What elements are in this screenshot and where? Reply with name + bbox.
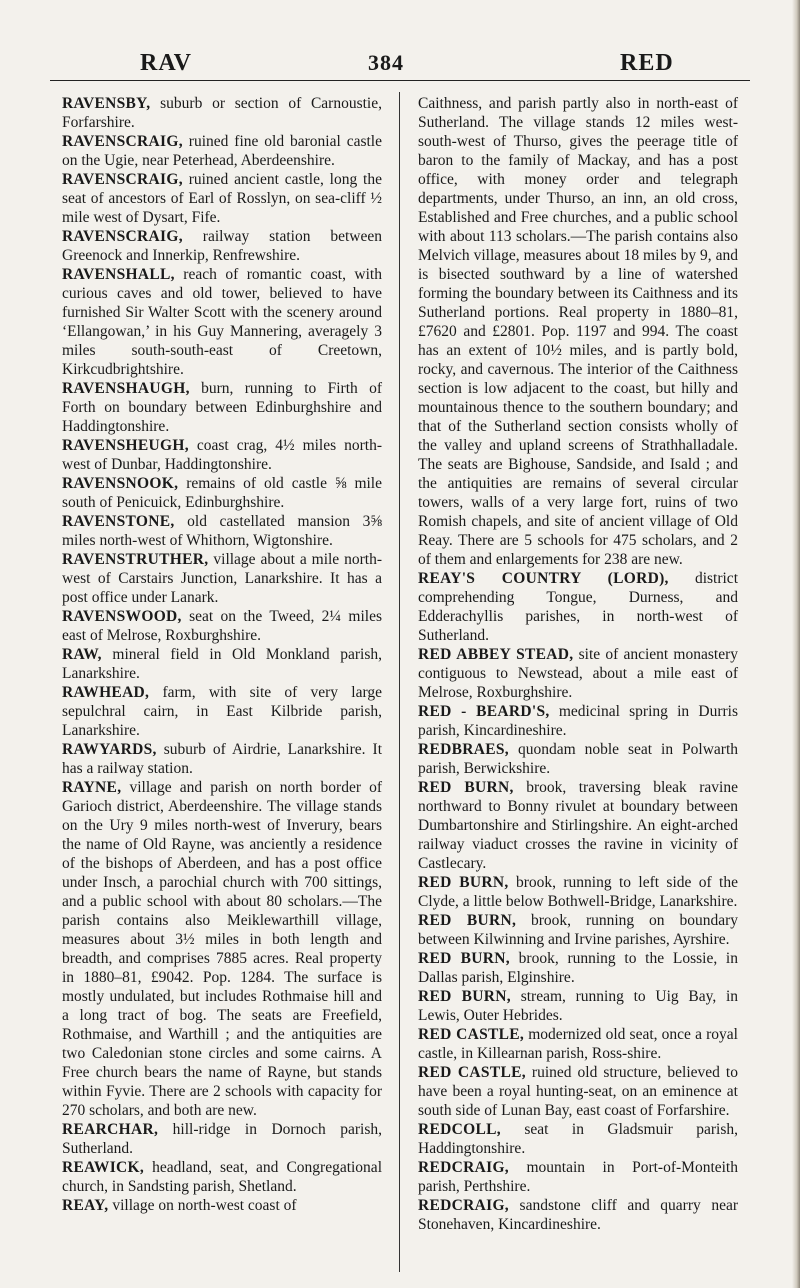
entry-headword: REAY, xyxy=(62,1197,109,1214)
gazetteer-entry xyxy=(418,949,738,987)
entry-headword: RAWYARDS, xyxy=(62,741,157,758)
entry-description: brook, running to the Lossie, in Dallas parish, Elginshire. xyxy=(418,950,738,986)
entry-headword: RED BURN, xyxy=(418,988,511,1005)
gazetteer-entry xyxy=(418,778,738,873)
entry-headword: REDCOLL, xyxy=(418,1121,501,1138)
entry-headword: RAVENSCRAIG, xyxy=(62,171,183,188)
gazetteer-entry xyxy=(418,1158,738,1196)
entry-description: burn, running to Firth of Forth on boundary between Edinburghshire and Haddingtonshire. xyxy=(62,380,382,435)
entry-headword: RAVENSBY, xyxy=(62,95,151,112)
entry-description: medicinal spring in Durris parish, Kincardineshire. xyxy=(418,703,738,739)
gazetteer-entry xyxy=(62,474,382,512)
entry-description: sandstone cliff and quarry near Stonehaven, Kincardineshire. xyxy=(418,1197,738,1233)
entry-description: brook, running to left side of the Clyde, a little below Bothwell-Bridge, Lanarkshire. xyxy=(418,874,738,910)
gazetteer-entry xyxy=(418,1120,738,1158)
gazetteer-entry xyxy=(418,911,738,949)
entry-headword: REARCHAR, xyxy=(62,1121,159,1138)
entry-headword: RED CASTLE, xyxy=(418,1026,525,1043)
entry-description: ruined fine old baronial castle on the Ugie, near Peterhead, Aberdeenshire. xyxy=(62,133,382,169)
gazetteer-entry xyxy=(418,645,738,702)
entry-description: seat in Gladsmuir parish, Haddingtonshire. xyxy=(418,1121,738,1157)
entry-headword: RED - BEARD'S, xyxy=(418,703,550,720)
gazetteer-entry xyxy=(62,683,382,740)
page-number: 384 xyxy=(368,50,404,75)
gazetteer-entry xyxy=(62,550,382,607)
gazetteer-entry xyxy=(418,1196,738,1234)
gazetteer-entry xyxy=(418,873,738,911)
gazetteer-entry xyxy=(62,132,382,170)
header-left-word: RAV xyxy=(140,50,192,76)
entry-description: ruined old structure, believed to have been a royal hunting-seat, on an eminence at south side of Lunan Bay, east coast of Forfarshire. xyxy=(418,1064,738,1119)
entry-headword: RAVENSHAUGH, xyxy=(62,380,190,397)
entry-headword: RED BURN, xyxy=(418,950,510,967)
header-right-word: RED xyxy=(620,50,674,76)
entry-headword: RED BURN, xyxy=(418,779,514,796)
entry-description: remains of old castle ⅝ mile south of Penicuick, Edinburghshire. xyxy=(62,475,382,511)
entry-description: coast crag, 4½ miles north-west of Dunbar, Haddingtonshire. xyxy=(62,437,382,473)
gazetteer-entry xyxy=(418,740,738,778)
entry-headword: REDBRAES, xyxy=(418,741,509,758)
gazetteer-entry xyxy=(62,778,382,1120)
entry-description: suburb of Airdrie, Lanarkshire. It has a railway station. xyxy=(62,741,382,777)
entry-description: ruined ancient castle, long the seat of ancestors of Earl of Rosslyn, on sea-cliff ½ mile west of Dysart, Fife. xyxy=(62,171,382,226)
entry-headword: RAVENSCRAIG, xyxy=(62,133,183,150)
gazetteer-entry xyxy=(62,1196,382,1215)
entry-description: reach of romantic coast, with curious caves and old tower, believed to have furnished Sir Walter Scott with the scenery around ‘Ellangowan,’ in his Guy Mannering, averagely 3 miles south-south-east of Creetown, Kirkcudbrightshire. xyxy=(62,266,382,378)
gazetteer-entry xyxy=(62,379,382,436)
entry-headword: RAYNE, xyxy=(62,779,122,796)
entry-headword: RED BURN, xyxy=(418,874,509,891)
entry-headword: RED ABBEY STEAD, xyxy=(418,646,574,663)
entry-headword: RAVENSNOOK, xyxy=(62,475,179,492)
gazetteer-entry xyxy=(62,265,382,379)
entry-description: quondam noble seat in Polwarth parish, Berwickshire. xyxy=(418,741,738,777)
gazetteer-entry xyxy=(62,607,382,645)
entry-description: village on north-west coast of xyxy=(108,1197,297,1214)
entry-description: seat on the Tweed, 2¼ miles east of Melrose, Roxburghshire. xyxy=(62,608,382,644)
gazetteer-entry xyxy=(62,227,382,265)
entry-headword: RED CASTLE, xyxy=(418,1064,526,1081)
entry-headword: REDCRAIG, xyxy=(418,1197,509,1214)
gazetteer-entry xyxy=(418,1063,738,1120)
running-header xyxy=(60,50,740,80)
gazetteer-entry xyxy=(418,569,738,645)
entry-description: district comprehending Tongue, Durness, and Edderachyllis parishes, in north-west of Sutherland. xyxy=(418,570,738,644)
gazetteer-entry xyxy=(62,512,382,550)
gazetteer-entry xyxy=(62,170,382,227)
entry-description: Caithness, and parish partly also in north-east of Sutherland. The village stands 12 miles west-south-west of Thurso, gives the peerage title of baron to the family of Mackay, and has a post office, with money order and telegraph departments, under Thurso, an inn, an old cross, Established and Free churches, and a public school with about 113 scholars.—The parish contains also Melvich village, measures about 18 miles by 9, and is bisected southward by a line of watershed forming the boundary between its Caithness and its Sutherland portions. Real property in 1880–81, £7620 and £2801. Pop. 1197 and 994. The coast has an extent of 10½ miles, and is partly bold, rocky, and cavernous. The interior of the Caithness section is low adjacent to the coast, but hilly and mountainous thence to the southern boundary; and that of the Sutherland section consists wholly of the valley and upland screens of Strathhalladale. The seats are Bighouse, Sandside, and Isald ; and the antiquities are remains of several circular towers, walls of a very large fort, ruins of two Romish chapels, and site of ancient village of Old Reay. There are 5 schools for 475 scholars, and 2 of them and enlargements for 238 are new. xyxy=(418,95,738,568)
entry-description: headland, seat, and Congregational church, in Sandsting parish, Shetland. xyxy=(62,1159,382,1195)
entry-headword: REAY'S COUNTRY (LORD), xyxy=(418,570,669,587)
right-column xyxy=(418,94,738,1234)
page-edge-shadow xyxy=(792,0,800,1288)
gazetteer-entry xyxy=(418,987,738,1025)
entry-description: brook, traversing bleak ravine northward to Bonny rivulet at boundary between Dumbartonshire and Stirlingshire. An eight-arched railway viaduct crosses the ravine in vicinity of Castlecary. xyxy=(418,779,738,872)
entry-description: site of ancient monastery contiguous to Newstead, about a mile east of Melrose, Roxburghshire. xyxy=(418,646,738,701)
gazetteer-entry xyxy=(418,702,738,740)
entry-description: mountain in Port-of-Monteith parish, Perthshire. xyxy=(418,1159,738,1195)
entry-headword: REDCRAIG, xyxy=(418,1159,509,1176)
entry-description: hill-ridge in Dornoch parish, Sutherland. xyxy=(62,1121,382,1157)
entry-description: mineral field in Old Monkland parish, Lanarkshire. xyxy=(62,646,382,682)
gazetteer-entry xyxy=(62,1158,382,1196)
entry-description: farm, with site of very large sepulchral cairn, in East Kilbride parish, Lanarkshire. xyxy=(62,684,382,739)
gazetteer-entry xyxy=(418,1025,738,1063)
entry-headword: RAWHEAD, xyxy=(62,684,150,701)
entry-description: suburb or section of Carnoustie, Forfarshire. xyxy=(62,95,382,131)
gazetteer-entry xyxy=(418,94,738,569)
gazetteer-entry xyxy=(62,436,382,474)
entry-headword: REAWICK, xyxy=(62,1159,145,1176)
entry-description: village and parish on north border of Garioch district, Aberdeenshire. The village stands on the Ury 9 miles north-west of Inverury, bears the name of Old Rayne, was anciently a residence of the bishops of Aberdeen, and has a post office under Insch, a parochial church with 700 sittings, and a public school with about 80 scholars.—The parish contains also Meiklewarthill village, measures about 3½ miles in both length and breadth, and comprises 7885 acres. Real property in 1880–81, £9042. Pop. 1284. The surface is mostly undulated, but includes Rothmaise hill and a long tract of bog. The seats are Freefield, Rothmaise, and Warthill ; and the antiquities are two Caledonian stone circles and some cairns. A Free church bears the name of Rayne, but stands within Fyvie. There are 2 schools with capacity for 270 scholars, and both are new. xyxy=(62,779,382,1119)
entry-headword: RAVENSHALL, xyxy=(62,266,175,283)
entry-headword: RAVENSHEUGH, xyxy=(62,437,189,454)
entry-description: brook, running on boundary between Kilwinning and Irvine parishes, Ayrshire. xyxy=(418,912,738,948)
gazetteer-entry xyxy=(62,94,382,132)
left-column xyxy=(62,94,382,1215)
gazetteer-entry xyxy=(62,1120,382,1158)
entry-description: old castellated mansion 3⅝ miles north-west of Whithorn, Wigtonshire. xyxy=(62,513,382,549)
entry-description: railway station between Greenock and Innerkip, Renfrewshire. xyxy=(62,228,382,264)
entry-headword: RED BURN, xyxy=(418,912,517,929)
entry-headword: RAVENSTONE, xyxy=(62,513,175,530)
column-divider xyxy=(399,92,400,1272)
entry-headword: RAVENSCRAIG, xyxy=(62,228,183,245)
entry-headword: RAVENSWOOD, xyxy=(62,608,182,625)
entry-description: modernized old seat, once a royal castle, in Killearnan parish, Ross-shire. xyxy=(418,1026,738,1062)
entry-description: stream, running to Uig Bay, in Lewis, Outer Hebrides. xyxy=(418,988,738,1024)
gazetteer-entry xyxy=(62,740,382,778)
header-rule xyxy=(50,80,750,81)
gazetteer-entry xyxy=(62,645,382,683)
entry-headword: RAVENSTRUTHER, xyxy=(62,551,209,568)
entry-headword: RAW, xyxy=(62,646,102,663)
entry-description: village about a mile north-west of Carstairs Junction, Lanarkshire. It has a post office under Lanark. xyxy=(62,551,382,606)
